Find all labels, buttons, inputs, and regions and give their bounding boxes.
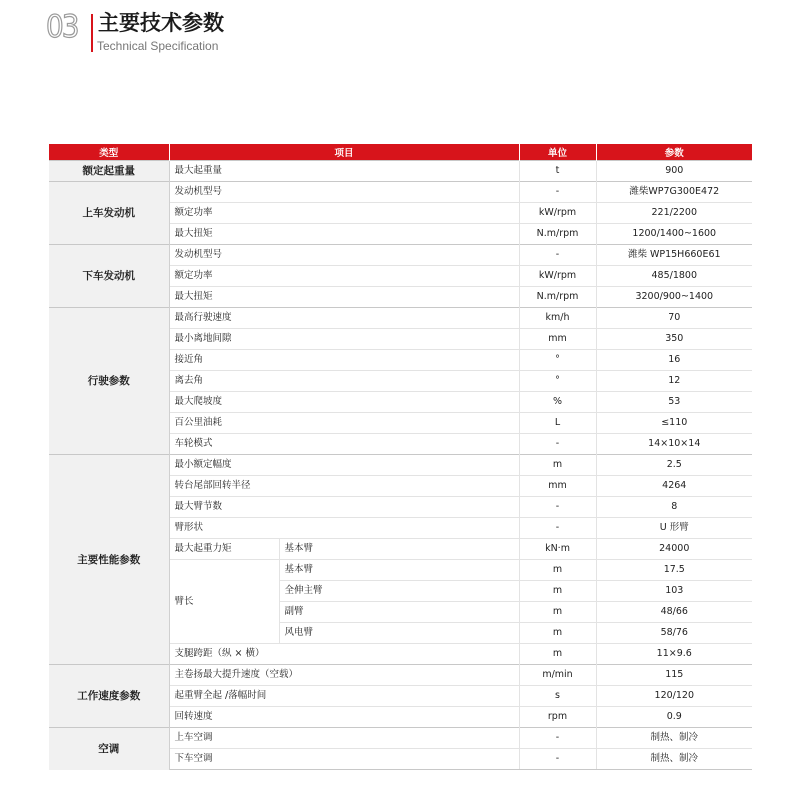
value-cell: 0.9: [596, 707, 752, 728]
category-cell: 下车发动机: [49, 245, 169, 308]
category-cell: 上车发动机: [49, 182, 169, 245]
table-header-row: [49, 144, 752, 161]
item-cell: 离去角: [169, 371, 519, 392]
value-cell: 2.5: [596, 455, 752, 476]
value-cell: 350: [596, 329, 752, 350]
value-cell: 11×9.6: [596, 644, 752, 665]
item-cell: 最大扭矩: [169, 224, 519, 245]
value-cell: 16: [596, 350, 752, 371]
item-cell: 最高行驶速度: [169, 308, 519, 329]
value-cell: 103: [596, 581, 752, 602]
unit-cell: °: [519, 371, 596, 392]
unit-cell: -: [519, 182, 596, 203]
subitem-cell: 基本臂: [279, 560, 519, 581]
header-type: 类型: [49, 144, 169, 161]
subitem-cell: 风电臂: [279, 623, 519, 644]
value-cell: 12: [596, 371, 752, 392]
unit-cell: mm: [519, 476, 596, 497]
unit-cell: s: [519, 686, 596, 707]
unit-cell: -: [519, 245, 596, 266]
unit-cell: m: [519, 455, 596, 476]
unit-cell: %: [519, 392, 596, 413]
unit-cell: °: [519, 350, 596, 371]
subitem-cell: 基本臂: [279, 539, 519, 560]
spec-table-body: [49, 161, 752, 770]
value-cell: 潍柴WP7G300E472: [596, 182, 752, 203]
unit-cell: t: [519, 161, 596, 182]
item-cell: 起重臂全起 /落幅时间: [169, 686, 519, 707]
item-cell: 上车空调: [169, 728, 519, 749]
item-cell: 臂长: [169, 560, 279, 644]
item-cell: 最小额定幅度: [169, 455, 519, 476]
category-cell: 工作速度参数: [49, 665, 169, 728]
value-cell: U 形臂: [596, 518, 752, 539]
unit-cell: kW/rpm: [519, 203, 596, 224]
value-cell: 120/120: [596, 686, 752, 707]
value-cell: 8: [596, 497, 752, 518]
unit-cell: km/h: [519, 308, 596, 329]
item-cell: 额定功率: [169, 203, 519, 224]
subitem-cell: 副臂: [279, 602, 519, 623]
item-cell: 额定功率: [169, 266, 519, 287]
section-header: [46, 10, 446, 60]
unit-cell: L: [519, 413, 596, 434]
value-cell: 1200/1400~1600: [596, 224, 752, 245]
table-row: [49, 665, 752, 686]
value-cell: 4264: [596, 476, 752, 497]
unit-cell: m: [519, 560, 596, 581]
unit-cell: -: [519, 728, 596, 749]
unit-cell: N.m/rpm: [519, 287, 596, 308]
unit-cell: m: [519, 602, 596, 623]
category-cell: 额定起重量: [49, 161, 169, 182]
item-cell: 车轮模式: [169, 434, 519, 455]
value-cell: 潍柴 WP15H660E61: [596, 245, 752, 266]
unit-cell: kW/rpm: [519, 266, 596, 287]
value-cell: 48/66: [596, 602, 752, 623]
item-cell: 支腿跨距（纵 × 横）: [169, 644, 519, 665]
unit-cell: -: [519, 749, 596, 770]
header-unit: 单位: [519, 144, 596, 161]
unit-cell: m: [519, 623, 596, 644]
item-cell: 转台尾部回转半径: [169, 476, 519, 497]
value-cell: 24000: [596, 539, 752, 560]
value-cell: ≤110: [596, 413, 752, 434]
item-cell: 最大爬坡度: [169, 392, 519, 413]
table-row: [49, 161, 752, 182]
unit-cell: -: [519, 497, 596, 518]
value-cell: 485/1800: [596, 266, 752, 287]
item-cell: 臂形状: [169, 518, 519, 539]
unit-cell: -: [519, 518, 596, 539]
unit-cell: m/min: [519, 665, 596, 686]
value-cell: 900: [596, 161, 752, 182]
item-cell: 最大起重力矩: [169, 539, 279, 560]
unit-cell: kN·m: [519, 539, 596, 560]
value-cell: 115: [596, 665, 752, 686]
value-cell: 17.5: [596, 560, 752, 581]
value-cell: 制热、制冷: [596, 749, 752, 770]
table-row: [49, 182, 752, 203]
section-number: 03: [46, 9, 78, 45]
section-title-zh: 主要技术参数: [98, 11, 224, 35]
category-cell: 行驶参数: [49, 308, 169, 455]
section-title-en: Technical Specification: [97, 39, 219, 53]
value-cell: 70: [596, 308, 752, 329]
value-cell: 制热、制冷: [596, 728, 752, 749]
item-cell: 发动机型号: [169, 245, 519, 266]
unit-cell: -: [519, 434, 596, 455]
value-cell: 3200/900~1400: [596, 287, 752, 308]
item-cell: 百公里油耗: [169, 413, 519, 434]
item-cell: 主卷扬最大提升速度（空载）: [169, 665, 519, 686]
value-cell: 221/2200: [596, 203, 752, 224]
value-cell: 58/76: [596, 623, 752, 644]
table-row: [49, 308, 752, 329]
category-cell: 主要性能参数: [49, 455, 169, 665]
table-row: [49, 245, 752, 266]
unit-cell: N.m/rpm: [519, 224, 596, 245]
table-row: [49, 728, 752, 749]
category-cell: 空调: [49, 728, 169, 770]
item-cell: 发动机型号: [169, 182, 519, 203]
item-cell: 最小离地间隙: [169, 329, 519, 350]
unit-cell: m: [519, 581, 596, 602]
subitem-cell: 全伸主臂: [279, 581, 519, 602]
spec-table: [49, 144, 752, 770]
table-row: [49, 455, 752, 476]
item-cell: 最大臂节数: [169, 497, 519, 518]
accent-bar: [91, 14, 93, 52]
item-cell: 回转速度: [169, 707, 519, 728]
header-value: 参数: [596, 144, 752, 161]
unit-cell: m: [519, 644, 596, 665]
unit-cell: mm: [519, 329, 596, 350]
item-cell: 下车空调: [169, 749, 519, 770]
value-cell: 14×10×14: [596, 434, 752, 455]
item-cell: 最大起重量: [169, 161, 519, 182]
item-cell: 最大扭矩: [169, 287, 519, 308]
item-cell: 接近角: [169, 350, 519, 371]
unit-cell: rpm: [519, 707, 596, 728]
value-cell: 53: [596, 392, 752, 413]
header-item: 项目: [169, 144, 519, 161]
